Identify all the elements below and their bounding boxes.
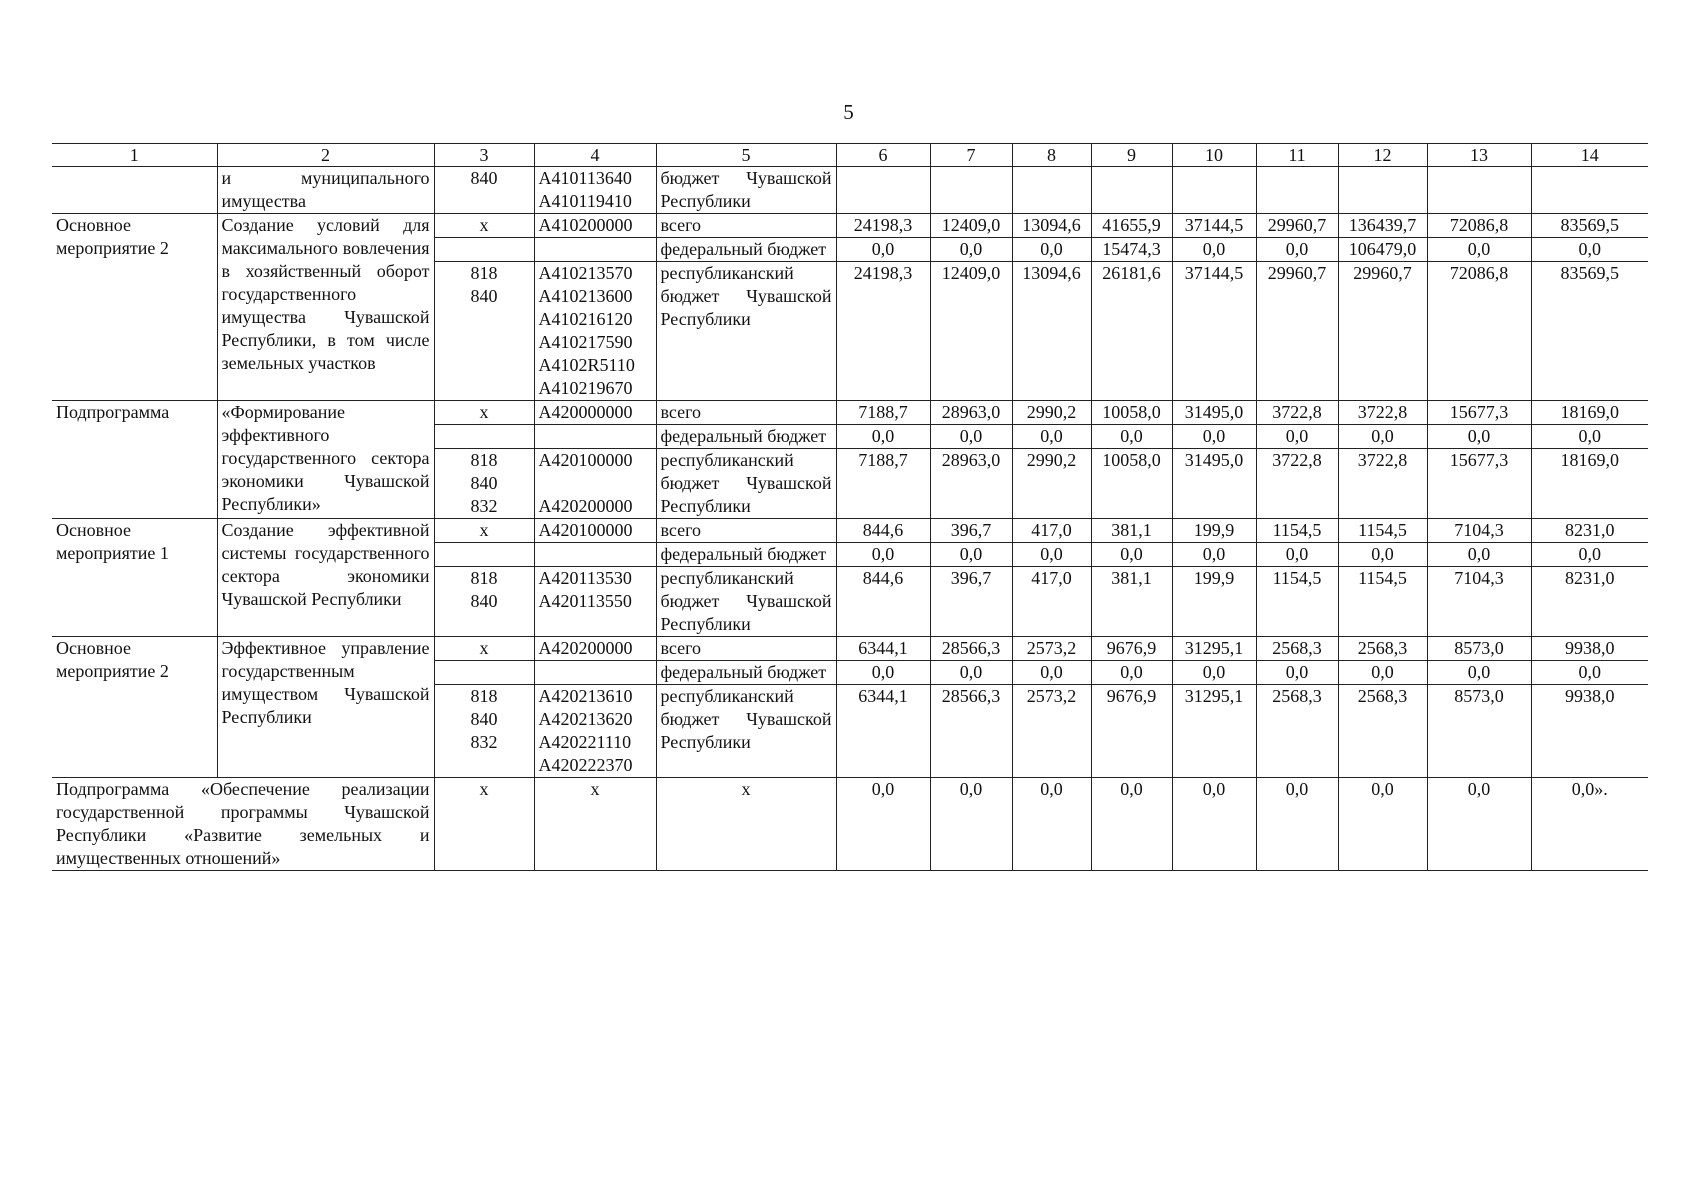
value-cell: 0,0 bbox=[836, 543, 930, 567]
value-cell: 9938,0 bbox=[1531, 685, 1648, 778]
value-cell: 9676,9 bbox=[1091, 685, 1172, 778]
source-cell: республиканский бюджет Чувашской Республики bbox=[656, 449, 836, 519]
value-cell: 396,7 bbox=[930, 519, 1012, 543]
value-cell: 0,0 bbox=[1531, 425, 1648, 449]
table-row bbox=[52, 778, 1648, 871]
value-cell: 1154,5 bbox=[1338, 519, 1427, 543]
value-cell: 3722,8 bbox=[1256, 401, 1338, 425]
value-cell: 396,7 bbox=[930, 567, 1012, 637]
value-cell: 15474,3 bbox=[1091, 238, 1172, 262]
value-cell: 24198,3 bbox=[836, 262, 930, 401]
header-cell: 1 bbox=[52, 144, 217, 167]
code-cell: х bbox=[434, 401, 534, 425]
measure-name: Создание условий для максимального вовлечения в хозяйственный оборот государственного имущества Чувашской Республики, в том числе земельных участков bbox=[217, 214, 434, 401]
value-cell: 7188,7 bbox=[836, 449, 930, 519]
code-cell: 840 bbox=[434, 167, 534, 214]
code-cell: 818 840 832 bbox=[434, 449, 534, 519]
value-cell: 2990,2 bbox=[1012, 401, 1091, 425]
measure-name: и муниципального имущества bbox=[217, 167, 434, 214]
value-cell: 0,0 bbox=[1256, 661, 1338, 685]
value-cell: 0,0 bbox=[1172, 661, 1256, 685]
source-cell: федеральный бюджет bbox=[656, 425, 836, 449]
value-cell: 417,0 bbox=[1012, 567, 1091, 637]
value-cell: 6344,1 bbox=[836, 685, 930, 778]
value-cell: 7104,3 bbox=[1427, 567, 1531, 637]
value-cell: 9938,0 bbox=[1531, 637, 1648, 661]
table-row bbox=[52, 637, 1648, 661]
source-cell: бюджет Чувашской Республики bbox=[656, 167, 836, 214]
value-cell: 28566,3 bbox=[930, 637, 1012, 661]
value-cell: 1154,5 bbox=[1338, 567, 1427, 637]
code-cell: А420000000 bbox=[534, 401, 656, 425]
value-cell: 31295,1 bbox=[1172, 685, 1256, 778]
value-cell: 0,0 bbox=[1256, 238, 1338, 262]
value-cell: 2568,3 bbox=[1256, 637, 1338, 661]
value-cell: 0,0 bbox=[1256, 543, 1338, 567]
header-cell: 6 bbox=[836, 144, 930, 167]
value-cell: 0,0 bbox=[1091, 543, 1172, 567]
value-cell: 29960,7 bbox=[1256, 262, 1338, 401]
value-cell: 13094,6 bbox=[1012, 262, 1091, 401]
value-cell: 0,0 bbox=[1172, 778, 1256, 871]
value-cell: 0,0 bbox=[1338, 425, 1427, 449]
source-cell: всего bbox=[656, 637, 836, 661]
code-cell: А410113640 А410119410 bbox=[534, 167, 656, 214]
header-cell: 14 bbox=[1531, 144, 1648, 167]
value-cell: 136439,7 bbox=[1338, 214, 1427, 238]
source-cell: республиканский бюджет Чувашской Республики bbox=[656, 567, 836, 637]
value-cell: 29960,7 bbox=[1338, 262, 1427, 401]
source-cell: республиканский бюджет Чувашской Республики bbox=[656, 262, 836, 401]
measure-name: «Формирование эффективного государственного сектора экономики Чувашской Республики» bbox=[217, 401, 434, 519]
code-cell: 818 840 bbox=[434, 262, 534, 401]
value-cell: 199,9 bbox=[1172, 567, 1256, 637]
source-cell: всего bbox=[656, 401, 836, 425]
value-cell: 0,0». bbox=[1531, 778, 1648, 871]
value-cell: 8231,0 bbox=[1531, 519, 1648, 543]
value-cell: 7188,7 bbox=[836, 401, 930, 425]
value-cell: 381,1 bbox=[1091, 519, 1172, 543]
value-cell: 844,6 bbox=[836, 519, 930, 543]
value-cell: 0,0 bbox=[1531, 661, 1648, 685]
value-cell: 1154,5 bbox=[1256, 519, 1338, 543]
table-row bbox=[52, 401, 1648, 425]
value-cell: 0,0 bbox=[836, 425, 930, 449]
value-cell: 37144,5 bbox=[1172, 262, 1256, 401]
header-cell: 2 bbox=[217, 144, 434, 167]
header-cell: 7 bbox=[930, 144, 1012, 167]
header-cell: 10 bbox=[1172, 144, 1256, 167]
value-cell: 13094,6 bbox=[1012, 214, 1091, 238]
value-cell: 2990,2 bbox=[1012, 449, 1091, 519]
value-cell: 199,9 bbox=[1172, 519, 1256, 543]
value-cell: 0,0 bbox=[1012, 425, 1091, 449]
header-cell: 3 bbox=[434, 144, 534, 167]
value-cell: 0,0 bbox=[1427, 661, 1531, 685]
source-cell: всего bbox=[656, 519, 836, 543]
value-cell: 9676,9 bbox=[1091, 637, 1172, 661]
value-cell: 0,0 bbox=[930, 543, 1012, 567]
value-cell: 3722,8 bbox=[1256, 449, 1338, 519]
value-cell: 37144,5 bbox=[1172, 214, 1256, 238]
code-cell: х bbox=[434, 637, 534, 661]
value-cell: 7104,3 bbox=[1427, 519, 1531, 543]
value-cell: 28963,0 bbox=[930, 401, 1012, 425]
value-cell: 24198,3 bbox=[836, 214, 930, 238]
value-cell: 72086,8 bbox=[1427, 214, 1531, 238]
value-cell: 0,0 bbox=[1427, 238, 1531, 262]
value-cell: 41655,9 bbox=[1091, 214, 1172, 238]
value-cell: 72086,8 bbox=[1427, 262, 1531, 401]
header-cell: 9 bbox=[1091, 144, 1172, 167]
header-row bbox=[52, 144, 1648, 167]
value-cell: 0,0 bbox=[930, 778, 1012, 871]
code-cell: х bbox=[434, 778, 534, 871]
value-cell: 31495,0 bbox=[1172, 401, 1256, 425]
value-cell: 8573,0 bbox=[1427, 685, 1531, 778]
value-cell: 26181,6 bbox=[1091, 262, 1172, 401]
value-cell: 0,0 bbox=[1012, 238, 1091, 262]
source-cell: федеральный бюджет bbox=[656, 238, 836, 262]
value-cell: 2573,2 bbox=[1012, 637, 1091, 661]
value-cell: 0,0 bbox=[1172, 543, 1256, 567]
source-cell: х bbox=[656, 778, 836, 871]
value-cell: 2568,3 bbox=[1256, 685, 1338, 778]
source-cell: республиканский бюджет Чувашской Республики bbox=[656, 685, 836, 778]
measure-name: Подпрограмма «Обеспечение реализации государственной программы Чувашской Республики «Развитие земельных и имущественных отношений» bbox=[52, 778, 434, 871]
measure-name: Эффективное управление государственным имуществом Чувашской Республики bbox=[217, 637, 434, 778]
value-cell: 15677,3 bbox=[1427, 401, 1531, 425]
value-cell: 0,0 bbox=[1091, 778, 1172, 871]
value-cell: 8573,0 bbox=[1427, 637, 1531, 661]
value-cell: 3722,8 bbox=[1338, 449, 1427, 519]
level-cell: Основное мероприятие 2 bbox=[52, 637, 217, 778]
value-cell: 0,0 bbox=[930, 661, 1012, 685]
code-cell: А410200000 bbox=[534, 214, 656, 238]
value-cell: 0,0 bbox=[1256, 778, 1338, 871]
code-cell: А420113530 А420113550 bbox=[534, 567, 656, 637]
value-cell: 31295,1 bbox=[1172, 637, 1256, 661]
level-cell: Подпрограмма bbox=[52, 401, 217, 519]
table-row bbox=[52, 214, 1648, 238]
header-cell: 5 bbox=[656, 144, 836, 167]
header-cell: 12 bbox=[1338, 144, 1427, 167]
source-cell: федеральный бюджет bbox=[656, 543, 836, 567]
value-cell: 10058,0 bbox=[1091, 449, 1172, 519]
value-cell: 0,0 bbox=[1338, 778, 1427, 871]
value-cell: 0,0 bbox=[1531, 543, 1648, 567]
value-cell: 0,0 bbox=[836, 661, 930, 685]
value-cell: 844,6 bbox=[836, 567, 930, 637]
value-cell: 12409,0 bbox=[930, 262, 1012, 401]
value-cell: 381,1 bbox=[1091, 567, 1172, 637]
code-cell: х bbox=[534, 778, 656, 871]
value-cell: 18169,0 bbox=[1531, 401, 1648, 425]
value-cell: 0,0 bbox=[930, 238, 1012, 262]
value-cell: 0,0 bbox=[1427, 778, 1531, 871]
header-cell: 8 bbox=[1012, 144, 1091, 167]
value-cell: 18169,0 bbox=[1531, 449, 1648, 519]
table-row bbox=[52, 519, 1648, 543]
value-cell: 0,0 bbox=[1427, 543, 1531, 567]
header-cell: 11 bbox=[1256, 144, 1338, 167]
value-cell: 0,0 bbox=[930, 425, 1012, 449]
code-cell: 818 840 832 bbox=[434, 685, 534, 778]
code-cell: А420213610 А420213620 А420221110 А420222370 bbox=[534, 685, 656, 778]
value-cell: 1154,5 bbox=[1256, 567, 1338, 637]
budget-table bbox=[52, 143, 1648, 871]
value-cell: 8231,0 bbox=[1531, 567, 1648, 637]
header-cell: 4 bbox=[534, 144, 656, 167]
value-cell: 0,0 bbox=[1338, 661, 1427, 685]
measure-name: Создание эффективной системы государственного сектора экономики Чувашской Республики bbox=[217, 519, 434, 637]
value-cell: 0,0 bbox=[1172, 238, 1256, 262]
value-cell: 0,0 bbox=[1091, 661, 1172, 685]
value-cell: 28566,3 bbox=[930, 685, 1012, 778]
code-cell: х bbox=[434, 214, 534, 238]
value-cell: 12409,0 bbox=[930, 214, 1012, 238]
value-cell: 0,0 bbox=[1172, 425, 1256, 449]
code-cell: А410213570 А410213600 А410216120 А410217590 А4102R5110 А410219670 bbox=[534, 262, 656, 401]
header-cell: 13 bbox=[1427, 144, 1531, 167]
value-cell: 2568,3 bbox=[1338, 637, 1427, 661]
code-cell: А420100000 bbox=[534, 519, 656, 543]
level-cell: Основное мероприятие 2 bbox=[52, 214, 217, 401]
code-cell: А420100000 А420200000 bbox=[534, 449, 656, 519]
value-cell: 0,0 bbox=[1256, 425, 1338, 449]
value-cell: 10058,0 bbox=[1091, 401, 1172, 425]
value-cell: 3722,8 bbox=[1338, 401, 1427, 425]
page-number: 5 bbox=[843, 100, 854, 124]
value-cell: 0,0 bbox=[1012, 661, 1091, 685]
code-cell: 818 840 bbox=[434, 567, 534, 637]
value-cell: 31495,0 bbox=[1172, 449, 1256, 519]
source-cell: всего bbox=[656, 214, 836, 238]
value-cell: 6344,1 bbox=[836, 637, 930, 661]
value-cell: 28963,0 bbox=[930, 449, 1012, 519]
level-cell: Основное мероприятие 1 bbox=[52, 519, 217, 637]
source-cell: федеральный бюджет bbox=[656, 661, 836, 685]
value-cell: 2568,3 bbox=[1338, 685, 1427, 778]
value-cell: 106479,0 bbox=[1338, 238, 1427, 262]
table-row bbox=[52, 167, 1648, 214]
value-cell: 417,0 bbox=[1012, 519, 1091, 543]
value-cell: 0,0 bbox=[1091, 425, 1172, 449]
code-cell: А420200000 bbox=[534, 637, 656, 661]
value-cell: 83569,5 bbox=[1531, 214, 1648, 238]
value-cell: 0,0 bbox=[836, 238, 930, 262]
value-cell: 0,0 bbox=[1012, 543, 1091, 567]
value-cell: 0,0 bbox=[836, 778, 930, 871]
value-cell: 15677,3 bbox=[1427, 449, 1531, 519]
code-cell: х bbox=[434, 519, 534, 543]
value-cell: 0,0 bbox=[1012, 778, 1091, 871]
value-cell: 2573,2 bbox=[1012, 685, 1091, 778]
value-cell: 0,0 bbox=[1338, 543, 1427, 567]
value-cell: 83569,5 bbox=[1531, 262, 1648, 401]
value-cell: 29960,7 bbox=[1256, 214, 1338, 238]
value-cell: 0,0 bbox=[1531, 238, 1648, 262]
value-cell: 0,0 bbox=[1427, 425, 1531, 449]
